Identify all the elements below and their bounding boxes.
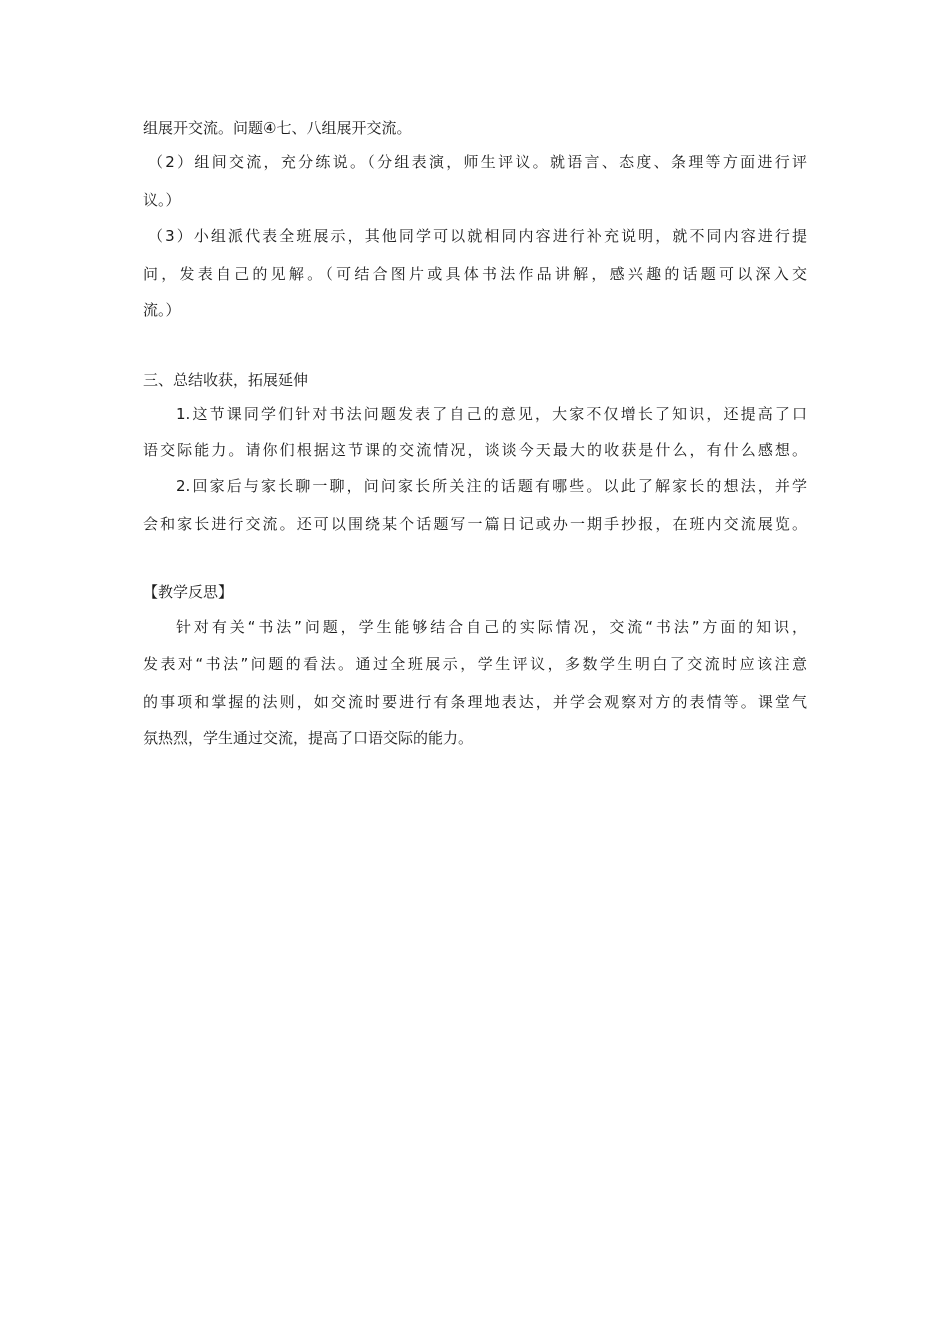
list-item-line: 语交际能力。请你们根据这节课的交流情况，谈谈今天最大的收获是什么，有什么感想。 — [143, 441, 807, 459]
list-item-line: 会和家长进行交流。还可以围绕某个话题写一篇日记或办一期手抄报，在班内交流展览。 — [143, 515, 807, 533]
paragraph-line: 氛热烈，学生通过交流，提高了口语交际的能力。 — [143, 729, 474, 747]
list-item-line: 1.这节课同学们针对书法问题发表了自己的意见，大家不仅增长了知识，还提高了口 — [176, 405, 807, 423]
paragraph-line: 针对有关“书法”问题，学生能够结合自己的实际情况，交流“书法”方面的知识， — [176, 618, 807, 636]
paragraph-line: 问，发表自己的见解。（可结合图片或具体书法作品讲解，感兴趣的话题可以深入交 — [143, 265, 807, 283]
paragraph-line: （3）小组派代表全班展示，其他同学可以就相同内容进行补充说明，就不同内容进行提 — [148, 227, 807, 245]
list-item-line: 2.回家后与家长聊一聊，问问家长所关注的话题有哪些。以此了解家长的想法，并学 — [176, 477, 807, 495]
reflection-heading: 【教学反思】 — [143, 583, 234, 601]
paragraph-line: （2）组间交流，充分练说。（分组表演，师生评议。就语言、态度、条理等方面进行评 — [148, 153, 807, 171]
paragraph-line: 组展开交流。问题④七、八组展开交流。 — [143, 119, 412, 137]
paragraph-line: 的事项和掌握的法则，如交流时要进行有条理地表达，并学会观察对方的表情等。课堂气 — [143, 693, 807, 711]
section-heading: 三、总结收获，拓展延伸 — [143, 371, 309, 389]
paragraph-line: 流。） — [143, 301, 181, 319]
paragraph-line: 发表对“书法”问题的看法。通过全班展示，学生评议，多数学生明白了交流时应该注意 — [143, 655, 807, 673]
paragraph-line: 议。） — [143, 191, 181, 209]
